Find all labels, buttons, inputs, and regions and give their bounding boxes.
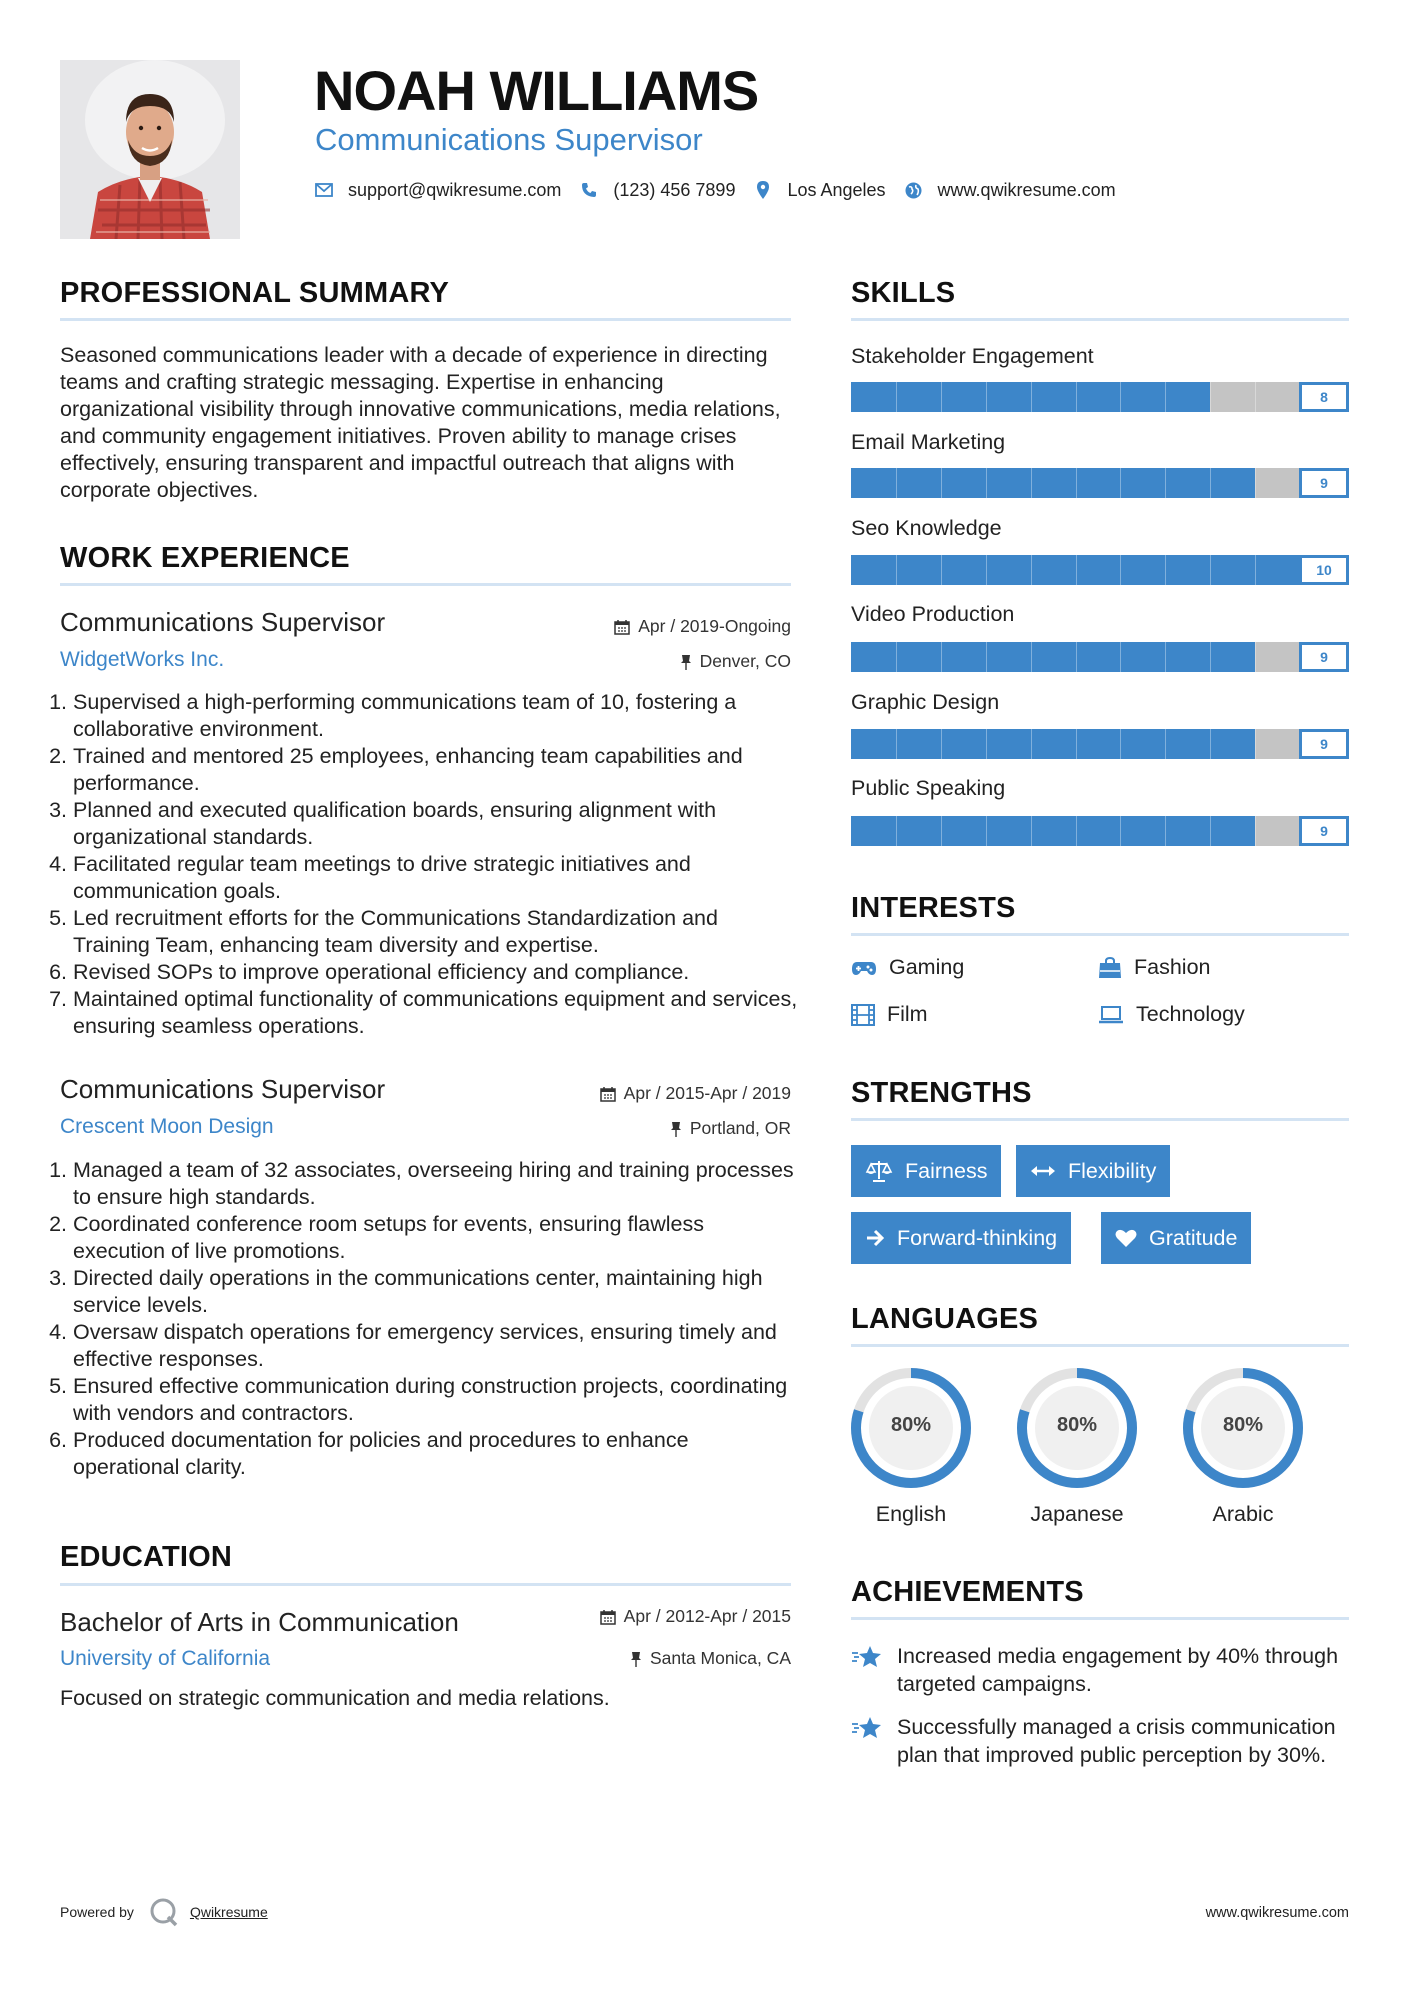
skill-segment-divider xyxy=(1120,555,1121,585)
skill-segment-divider xyxy=(896,729,897,759)
skill-name: Email Marketing xyxy=(851,430,1006,454)
laptop-icon xyxy=(1098,1005,1124,1025)
strength-fairness xyxy=(851,1145,1001,1197)
skill-bar xyxy=(851,468,1300,498)
skill-segment-divider xyxy=(1120,729,1121,759)
strength-label: Fairness xyxy=(905,1158,988,1183)
strength-forward-thinking xyxy=(851,1212,1071,1264)
skill-fill xyxy=(851,816,1255,846)
job-1-dates xyxy=(614,616,791,637)
arrow-right-icon xyxy=(865,1228,885,1248)
strength-label: Forward-thinking xyxy=(897,1225,1058,1250)
film-icon xyxy=(851,1004,875,1026)
skill-segment-divider xyxy=(1120,642,1121,672)
list-item: 2. Coordinated conference room setups for events, ensuring flawless execution of live promotions. xyxy=(73,1211,800,1265)
heart-icon xyxy=(1115,1228,1137,1248)
skill-segment-divider xyxy=(1031,729,1032,759)
list-item: 1. Managed a team of 32 associates, overseeing hiring and training processes to ensure high standards. xyxy=(73,1157,800,1211)
skill-score: 9 xyxy=(1299,468,1349,498)
language-percent: 80% xyxy=(1056,1414,1098,1436)
skill-segment-divider xyxy=(1076,468,1077,498)
skill-fill xyxy=(851,729,1255,759)
language-name: English xyxy=(875,1502,947,1526)
skills-heading: SKILLS xyxy=(851,277,956,309)
job-2-role: Communications Supervisor xyxy=(60,1074,386,1104)
skill-score: 9 xyxy=(1299,642,1349,672)
education-dates-text: Apr / 2012-Apr / 2015 xyxy=(623,1606,791,1626)
skill-segment-divider xyxy=(986,816,987,846)
skill-segment-divider xyxy=(941,729,942,759)
envelope-icon xyxy=(314,180,334,200)
skill-segment-divider xyxy=(1076,729,1077,759)
experience-rule xyxy=(60,583,791,586)
skill-segment-divider xyxy=(1210,382,1211,412)
language-name: Arabic xyxy=(1212,1502,1274,1526)
skill-segment-divider xyxy=(1120,816,1121,846)
job-2-location xyxy=(670,1118,791,1139)
skill-name: Video Production xyxy=(851,602,1015,626)
interest-label: Film xyxy=(887,1002,928,1026)
pushpin-icon xyxy=(630,1651,642,1667)
interest-fashion xyxy=(1098,955,1211,980)
skill-segment-divider xyxy=(1076,555,1077,585)
skills-rule xyxy=(851,318,1349,321)
map-marker-icon xyxy=(753,180,773,200)
skill-segment-divider xyxy=(1120,382,1121,412)
list-item: 5. Ensured effective communication during construction projects, coordinating with vendors and contractors. xyxy=(73,1373,800,1427)
skill-score: 10 xyxy=(1299,555,1349,585)
language-english xyxy=(849,1366,973,1490)
skill-segment-divider xyxy=(896,468,897,498)
job-1-location-text: Denver, CO xyxy=(699,651,791,671)
skill-score: 9 xyxy=(1299,729,1349,759)
summary-text: Seasoned communications leader with a decade of experience in directing teams and crafting strategic messaging. Expertise in enhancing organizational visibility through innovative communications, media relations, and community engagement initiatives. Proven ability to manage crises effectively, ensuring transparent and impactful outreach that aligns with corporate objectives. xyxy=(60,343,781,502)
strength-flexibility xyxy=(1016,1145,1170,1197)
calendar-icon xyxy=(600,1609,616,1625)
skill-segment-divider xyxy=(1031,468,1032,498)
languages-rule xyxy=(851,1344,1349,1347)
candidate-name: NOAH WILLIAMS xyxy=(314,59,759,122)
skill-segment-divider xyxy=(941,555,942,585)
pushpin-icon xyxy=(680,654,692,670)
skill-segment-divider xyxy=(941,382,942,412)
skill-segment-divider xyxy=(1120,468,1121,498)
profile-photo xyxy=(60,60,240,239)
skill-segment-divider xyxy=(986,382,987,412)
skill-segment-divider xyxy=(1210,729,1211,759)
education-location xyxy=(630,1648,791,1669)
strengths-heading: STRENGTHS xyxy=(851,1077,1032,1109)
list-item: 6. Produced documentation for policies and procedures to enhance operational clarity. xyxy=(73,1427,800,1481)
job-1-role: Communications Supervisor xyxy=(60,607,386,637)
skill-name: Seo Knowledge xyxy=(851,516,1002,540)
skill-segment-divider xyxy=(986,642,987,672)
interest-gaming xyxy=(851,955,964,980)
skill-segment-divider xyxy=(896,555,897,585)
pushpin-icon xyxy=(670,1121,682,1137)
interest-film xyxy=(851,1002,928,1027)
job-2-location-text: Portland, OR xyxy=(689,1118,791,1138)
skill-bar xyxy=(851,555,1300,585)
skill-fill xyxy=(851,468,1255,498)
education-description: Focused on strategic communication and media relations. xyxy=(60,1686,610,1710)
skill-bar xyxy=(851,642,1300,672)
footer-powered-label: Powered by xyxy=(60,1904,134,1920)
strength-label: Flexibility xyxy=(1068,1158,1157,1183)
skill-segment-divider xyxy=(941,468,942,498)
skill-segment-divider xyxy=(896,642,897,672)
skill-segment-divider xyxy=(1165,642,1166,672)
list-item: 3. Directed daily operations in the communications center, maintaining high service levels. xyxy=(73,1265,800,1319)
list-item: 6. Revised SOPs to improve operational efficiency and compliance. xyxy=(73,959,800,986)
interest-label: Fashion xyxy=(1134,955,1211,979)
education-school: University of California xyxy=(60,1647,271,1670)
skill-segment-divider xyxy=(896,816,897,846)
contact-phone[interactable]: (123) 456 7899 xyxy=(613,179,736,200)
languages-heading: LANGUAGES xyxy=(851,1303,1039,1335)
skill-bar xyxy=(851,816,1300,846)
skill-segment-divider xyxy=(1165,555,1166,585)
education-degree: Bachelor of Arts in Communication xyxy=(60,1607,459,1637)
gamepad-icon xyxy=(851,959,877,977)
education-rule xyxy=(60,1583,791,1586)
summary-rule xyxy=(60,318,791,321)
globe-icon xyxy=(904,180,924,200)
footer-website[interactable]: www.qwikresume.com xyxy=(1205,1905,1349,1921)
list-item: 1. Supervised a high-performing communications team of 10, fostering a collaborative environment. xyxy=(73,689,800,743)
list-item: 4. Oversaw dispatch operations for emergency services, ensuring timely and effective responses. xyxy=(73,1319,800,1373)
skill-segment-divider xyxy=(1210,816,1211,846)
skill-name: Graphic Design xyxy=(851,690,1000,714)
job-2-dates xyxy=(600,1083,791,1104)
skill-segment-divider xyxy=(1031,555,1032,585)
shopping-bag-icon xyxy=(1098,957,1122,979)
achievements-heading: ACHIEVEMENTS xyxy=(851,1576,1084,1608)
skill-segment-divider xyxy=(1255,382,1256,412)
education-heading: EDUCATION xyxy=(60,1541,233,1573)
skill-segment-divider xyxy=(1210,468,1211,498)
skill-score: 9 xyxy=(1299,816,1349,846)
skill-segment-divider xyxy=(1165,816,1166,846)
skill-segment-divider xyxy=(896,382,897,412)
skill-fill xyxy=(851,642,1255,672)
list-item: 5. Led recruitment efforts for the Communications Standardization and Training Team, enhancing team diversity and expertise. xyxy=(73,905,800,959)
achievement-text: Increased media engagement by 40% through targeted campaigns. xyxy=(897,1644,1339,1696)
achievement-item xyxy=(851,1642,1351,1698)
skill-segment-divider xyxy=(1255,642,1256,672)
calendar-icon xyxy=(600,1086,616,1102)
skill-segment-divider xyxy=(1031,382,1032,412)
interest-technology xyxy=(1098,1002,1245,1027)
skill-segment-divider xyxy=(1255,468,1256,498)
skill-name: Public Speaking xyxy=(851,776,1006,800)
strength-gratitude xyxy=(1101,1212,1251,1264)
skill-segment-divider xyxy=(1165,382,1166,412)
list-item: 4. Facilitated regular team meetings to drive strategic initiatives and communication goals. xyxy=(73,851,800,905)
footer-brand-link[interactable]: Qwikresume xyxy=(189,1904,268,1920)
skill-segment-divider xyxy=(1165,468,1166,498)
skill-segment-divider xyxy=(1210,642,1211,672)
job-1-location xyxy=(680,651,791,672)
job-2-bullets xyxy=(55,1157,800,1481)
language-percent: 80% xyxy=(890,1414,932,1436)
skill-segment-divider xyxy=(1076,642,1077,672)
skill-segment-divider xyxy=(941,816,942,846)
skill-segment-divider xyxy=(941,642,942,672)
job-2-company: Crescent Moon Design xyxy=(60,1115,274,1138)
contact-bar xyxy=(314,178,1134,202)
education-dates xyxy=(600,1606,791,1627)
skill-segment-divider xyxy=(986,555,987,585)
list-item: 7. Maintained optimal functionality of communications equipment and services, ensuring seamless operations. xyxy=(73,986,800,1040)
contact-email[interactable]: support@qwikresume.com xyxy=(348,179,562,200)
language-name: Japanese xyxy=(1030,1502,1124,1526)
achievement-text: Successfully managed a crisis communication plan that improved public perception by 30%. xyxy=(897,1715,1336,1767)
strength-label: Gratitude xyxy=(1149,1225,1238,1250)
achievement-item xyxy=(851,1713,1351,1769)
summary-heading: PROFESSIONAL SUMMARY xyxy=(60,277,450,309)
candidate-title: Communications Supervisor xyxy=(315,122,703,157)
star-badge-icon xyxy=(851,1644,883,1670)
skill-segment-divider xyxy=(1165,729,1166,759)
contact-website[interactable]: www.qwikresume.com xyxy=(937,179,1116,200)
star-badge-icon xyxy=(851,1715,883,1741)
skill-name: Stakeholder Engagement xyxy=(851,344,1094,368)
phone-icon xyxy=(579,180,599,200)
arrows-horizontal-icon xyxy=(1030,1164,1056,1178)
calendar-icon xyxy=(614,619,630,635)
education-location-text: Santa Monica, CA xyxy=(649,1648,791,1668)
skill-segment-divider xyxy=(1031,642,1032,672)
skill-segment-divider xyxy=(1255,555,1256,585)
skill-segment-divider xyxy=(1255,729,1256,759)
skill-segment-divider xyxy=(1210,555,1211,585)
list-item: 3. Planned and executed qualification boards, ensuring alignment with organizational standards. xyxy=(73,797,800,851)
interests-rule xyxy=(851,933,1349,936)
experience-heading: WORK EXPERIENCE xyxy=(60,542,350,574)
achievements-rule xyxy=(851,1617,1349,1620)
language-japanese xyxy=(1015,1366,1139,1490)
interest-label: Gaming xyxy=(889,955,965,979)
job-2-dates-text: Apr / 2015-Apr / 2019 xyxy=(623,1083,791,1103)
skill-segment-divider xyxy=(1031,816,1032,846)
skill-bar xyxy=(851,382,1300,412)
contact-location: Los Angeles xyxy=(787,179,886,200)
list-item: 2. Trained and mentored 25 employees, enhancing team capabilities and performance. xyxy=(73,743,800,797)
skill-segment-divider xyxy=(986,729,987,759)
skill-bar xyxy=(851,729,1300,759)
footer-powered-by xyxy=(60,1897,268,1927)
skill-segment-divider xyxy=(986,468,987,498)
skill-score: 8 xyxy=(1299,382,1349,412)
skill-segment-divider xyxy=(1076,816,1077,846)
interest-label: Technology xyxy=(1136,1002,1245,1026)
balance-scale-icon xyxy=(865,1160,893,1182)
job-1-company: WidgetWorks Inc. xyxy=(60,648,225,671)
skill-segment-divider xyxy=(1076,382,1077,412)
job-1-bullets xyxy=(55,689,800,1040)
interests-heading: INTERESTS xyxy=(851,892,1016,924)
language-arabic xyxy=(1181,1366,1305,1490)
job-1-dates-text: Apr / 2019-Ongoing xyxy=(638,616,791,636)
strengths-rule xyxy=(851,1118,1349,1121)
qwikresume-logo-icon xyxy=(148,1897,180,1927)
skill-segment-divider xyxy=(1255,816,1256,846)
language-percent: 80% xyxy=(1222,1414,1264,1436)
